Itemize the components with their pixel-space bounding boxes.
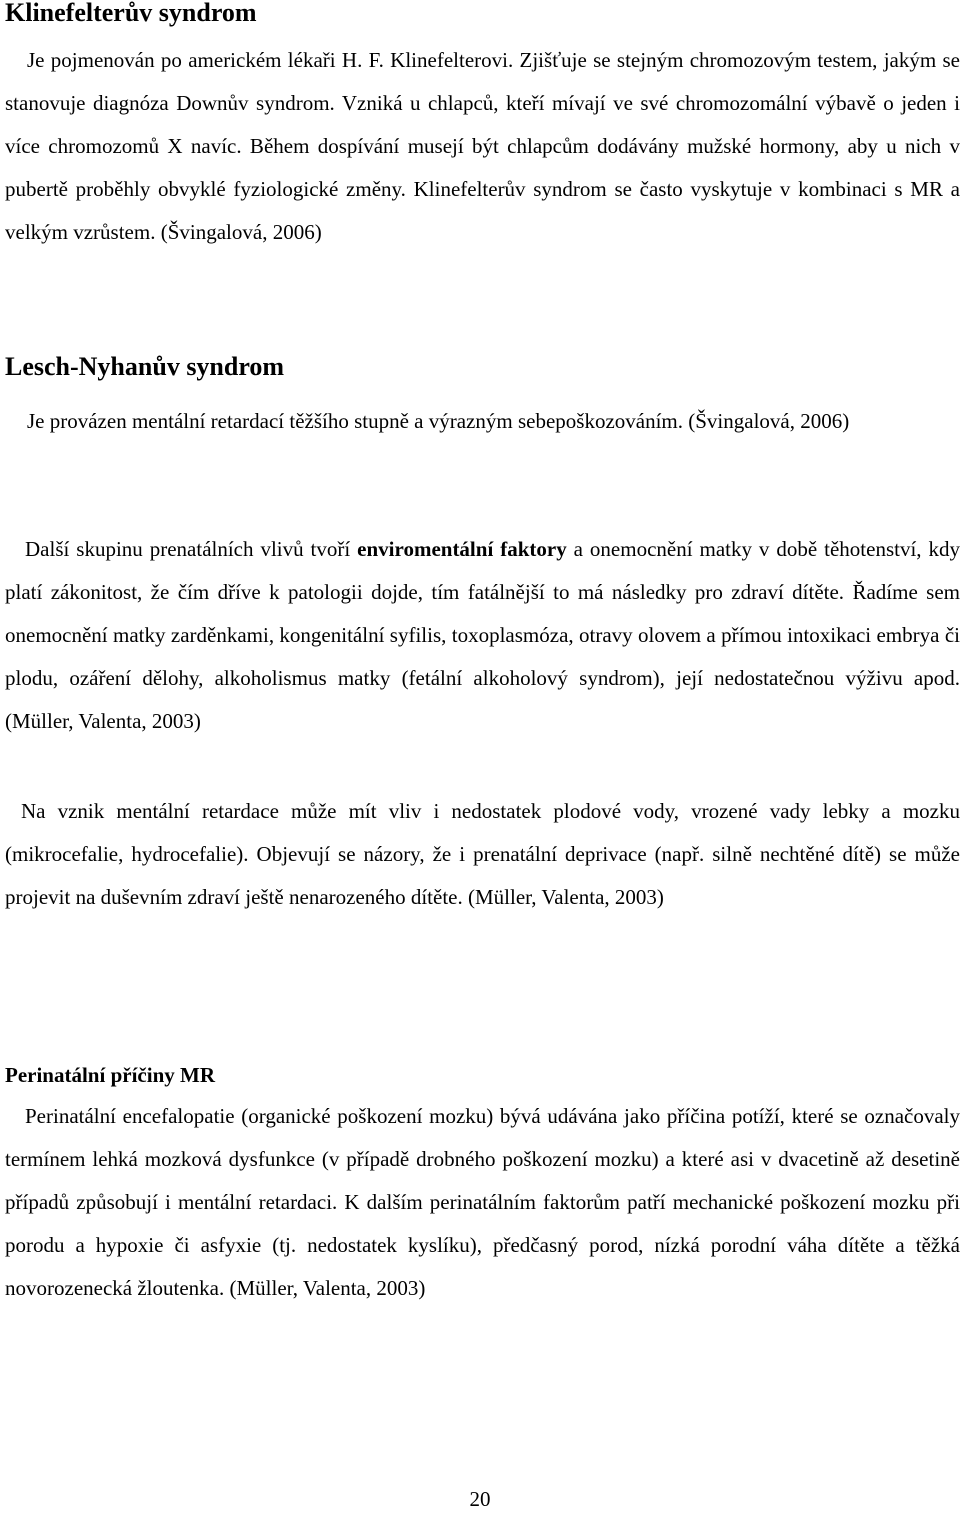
paragraph-lesch-nyhan-text: Je provázen mentální retardací těžšího stupně a výrazným sebepoškozováním. (Švingalová, 2006): [27, 409, 850, 433]
paragraph-plodova-voda: [5, 790, 960, 919]
paragraph-klinefelter-text: Je pojmenován po americkém lékaři H. F. Klinefelterovi. Zjišťuje se stejným chromozovým testem, jakým se stanovuje diagnóza Downův syndrom. Vzniká u chlapců, kteří mívají ve své chromozomální výbavě o jeden i více chromozomů X navíc. Během dospívání musejí být chlapcům dodávány mužské hormony, aby u nich v pubertě proběhly obvyklé fyziologické změny. Klinefelterův syndrom se často vyskytuje v kombinaci s MR a velkým vzrůstem. (Švingalová, 2006): [5, 48, 960, 244]
paragraph-lesch-nyhan: [5, 400, 960, 443]
paragraph-perinatal-text: Perinatální encefalopatie (organické poškození mozku) bývá udávána jako příčina potíží, které se označovaly termínem lehká mozková dysfunkce (v případě drobného poškození mozku) a které asi v dvacetině až desetině případů způsobují i mentální retardaci. K dalším perinatálním faktorům patří mechanické poškození mozku při porodu a hypoxie či asfyxie (tj. nedostatek kyslíku), předčasný porod, nízká porodní váha dítěte a těžká novorozenecká žloutenka. (Müller, Valenta, 2003): [5, 1104, 960, 1300]
paragraph-klinefelter: [5, 39, 960, 254]
heading-perinatal-rest: MR: [174, 1063, 215, 1087]
heading-klinefelter: Klinefelterův syndrom: [5, 0, 257, 27]
heading-lesch-nyhan: Lesch-Nyhanův syndrom: [5, 352, 285, 381]
heading-perinatal-bold: Perinatální příčiny: [5, 1063, 175, 1087]
paragraph-perinatal: [5, 1095, 960, 1310]
paragraph-enviromental-bold: enviromentální faktory: [357, 537, 567, 561]
paragraph-enviromental-text-before: Další skupinu prenatálních vlivů tvoří: [25, 537, 358, 561]
paragraph-enviromental: [5, 528, 960, 743]
page-number: 20: [469, 1487, 491, 1511]
paragraph-enviromental-text-after: a onemocnění matky v době těhotenství, kdy platí zákonitost, že čím dříve k patologii dojde, tím fatálnější to má následky pro zdraví dítěte. Řadíme sem onemocnění matky zarděnkami, kongenitální syfilis, toxoplasmóza, otravy olovem a přímou intoxikaci embrya či plodu, ozáření dělohy, alkoholismus matky (fetální alkoholový syndrom), její nedostatečnou výživu apod. (Müller, Valenta, 2003): [5, 537, 960, 733]
heading-perinatal: [5, 1062, 215, 1088]
paragraph-plodova-voda-text: Na vznik mentální retardace může mít vliv i nedostatek plodové vody, vrozené vady lebky a mozku (mikrocefalie, hydrocefalie). Objevují se názory, že i prenatální deprivace (např. silně nechtěné dítě) se může projevit na duševním zdraví ještě nenarozeného dítěte. (Müller, Valenta, 2003): [5, 799, 960, 909]
